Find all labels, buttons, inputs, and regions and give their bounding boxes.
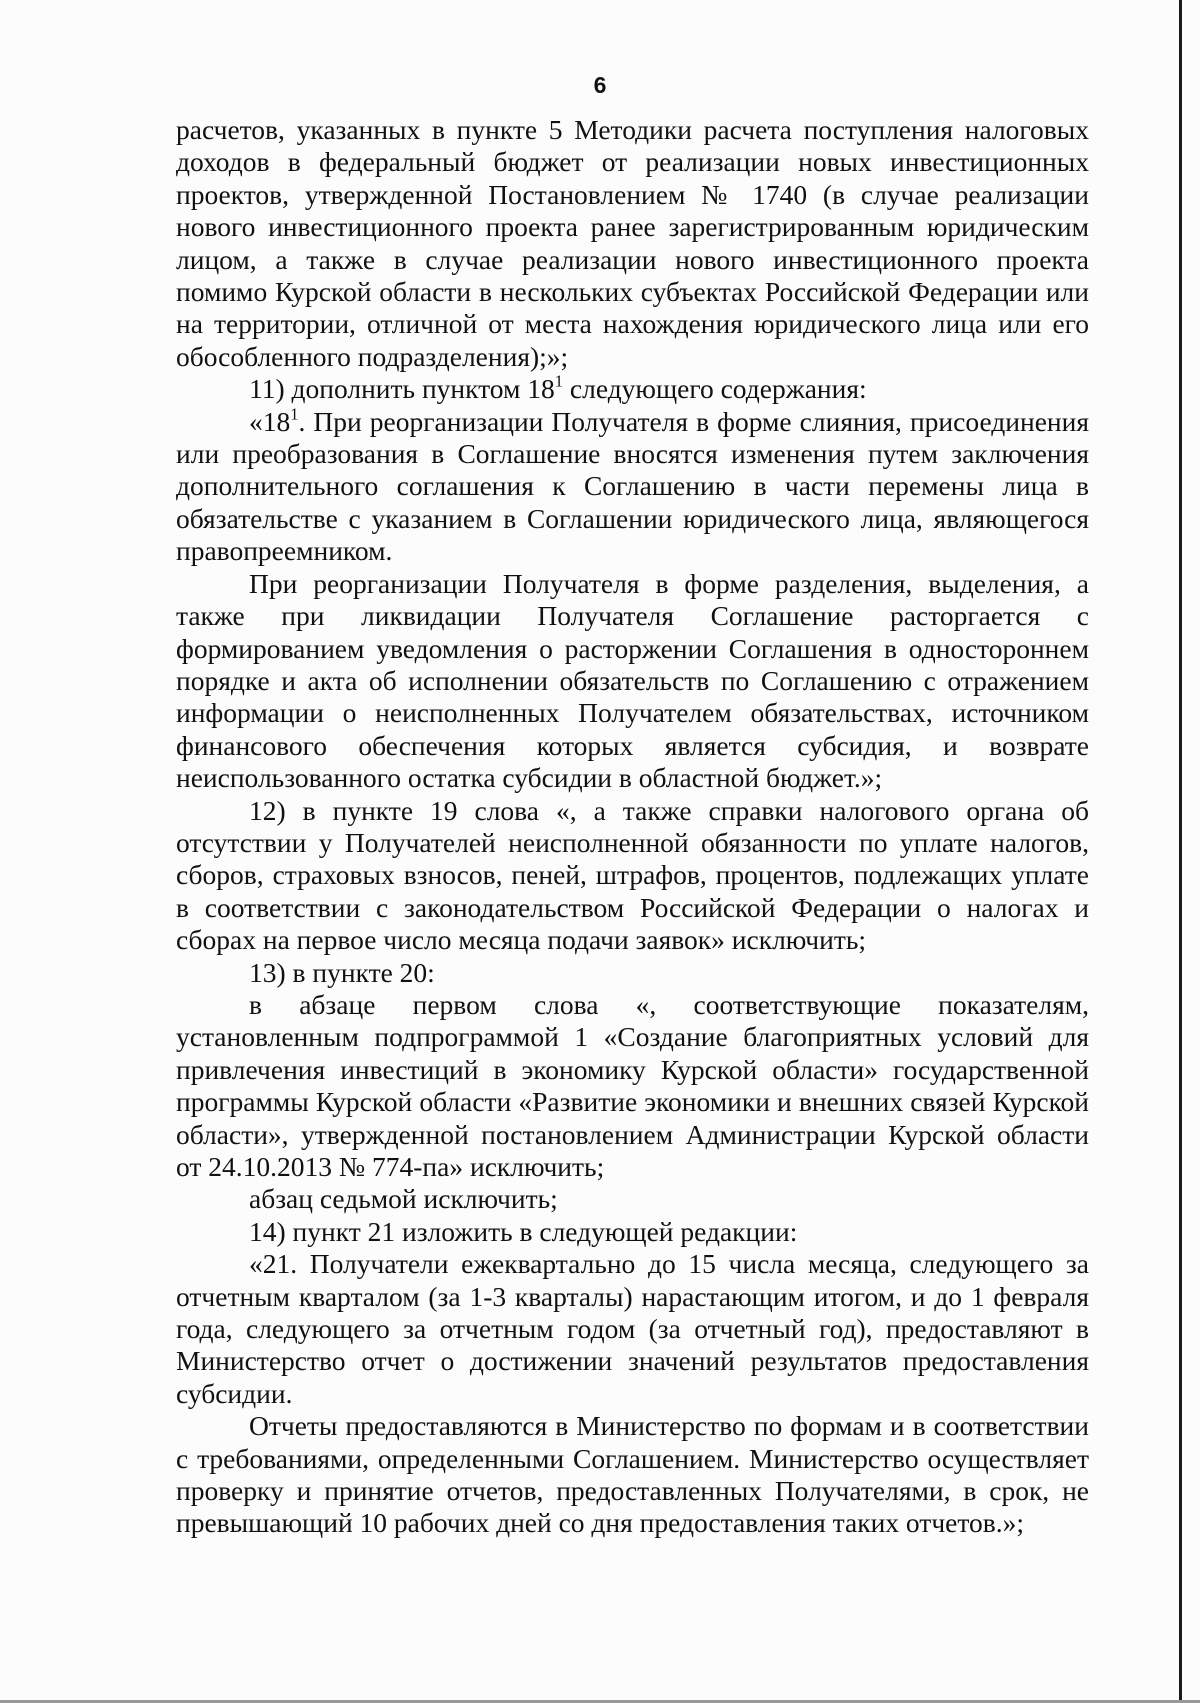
paragraph-item-11 bbox=[176, 373, 1089, 405]
paragraph-text: . При реорганизации Получателя в форме слияния, присоединения или преобразования в Соглашение вносятся изменения путем заключения дополнительного соглашения к Соглашению в части перемены лица в обязательстве с указанием в Соглашении юридического лица, являющегося правопреемником. bbox=[176, 405, 1089, 567]
paragraph-abzac-seventh: абзац седьмой исключить; bbox=[249, 1183, 558, 1215]
paragraph-item-13: 13) в пункте 20: bbox=[249, 956, 435, 988]
paragraph-reports: Отчеты предоставляются в Министерство по формам и в соответствии с требованиями, определенными Соглашением. Министерство осуществляет проверку и принятие отчетов, предоставленных Получателями, в срок, не превышающий 10 рабочих дней со дня предоставления таких отчетов.»; bbox=[176, 1410, 1089, 1539]
paragraph-continuation: расчетов, указанных в пункте 5 Методики расчета поступления налоговых доходов в федеральный бюджет от реализации новых инвестиционных проектов, утвержденной Постановлением № 1740 (в случае реализации нового инвестиционного проекта ранее зарегистрированным юридическим лицом, а также в случае реализации нового инвестиционного проекта помимо Курской области в нескольких субъектах Российской Федерации или на территории, отличной от места нахождения юридического лица или его обособленного подразделения);»; bbox=[176, 114, 1089, 372]
scan-edge-right bbox=[1179, 0, 1182, 1703]
paragraph-text: «18 bbox=[249, 405, 291, 437]
paragraph-item-12: 12) в пункте 19 слова «, а также справки налогового органа об отсутствии у Получателей неисполненной обязанности по уплате налогов, сборов, страховых взносов, пеней, штрафов, процентов, подлежащих уплате в соответствии с законодательством Российской Федерации о налогах и сборах на первое число месяца подачи заявок» исключить; bbox=[176, 794, 1089, 956]
paragraph-text: следующего содержания: bbox=[563, 373, 867, 405]
paragraph-reorganization: При реорганизации Получателя в форме разделения, выделения, а также при ликвидации Получателя Соглашение расторгается с формированием уведомления о расторжении Соглашения в одностороннем порядке и акта об исполнении обязательств по Соглашению с отражением информации о неисполненных Получателем обязательствах, источником финансового обеспечения которых является субсидия, и возврате неиспользованного остатка субсидии в областной бюджет.»; bbox=[176, 567, 1089, 794]
paragraph-clause-18-1 bbox=[176, 406, 1089, 568]
paragraph-clause-21: «21. Получатели ежеквартально до 15 числа месяца, следующего за отчетным кварталом (за 1-3 кварталы) нарастающим итогом, и до 1 февраля года, следующего за отчетным годом (за отчетный год), предоставляют в Министерство отчет о достижении значений результатов предоставления субсидии. bbox=[176, 1248, 1089, 1409]
document-body bbox=[176, 114, 1089, 1540]
paragraph-text: 11) дополнить пунктом 18 bbox=[249, 373, 555, 405]
paragraph-item-14: 14) пункт 21 изложить в следующей редакции: bbox=[249, 1215, 798, 1247]
superscript: 1 bbox=[290, 404, 299, 424]
superscript: 1 bbox=[554, 371, 564, 391]
paragraph-abzac-first: в абзаце первом слова «, соответствующие показателям, установленным подпрограммой 1 «Создание благоприятных условий для привлечения инвестиций в экономику Курской области» государственной программы Курской области «Развитие экономики и внешних связей Курской области», утвержденной постановлением Администрации Курской области от 24.10.2013 № 774-па» исключить; bbox=[176, 988, 1089, 1182]
page-number: 6 bbox=[593, 72, 607, 98]
